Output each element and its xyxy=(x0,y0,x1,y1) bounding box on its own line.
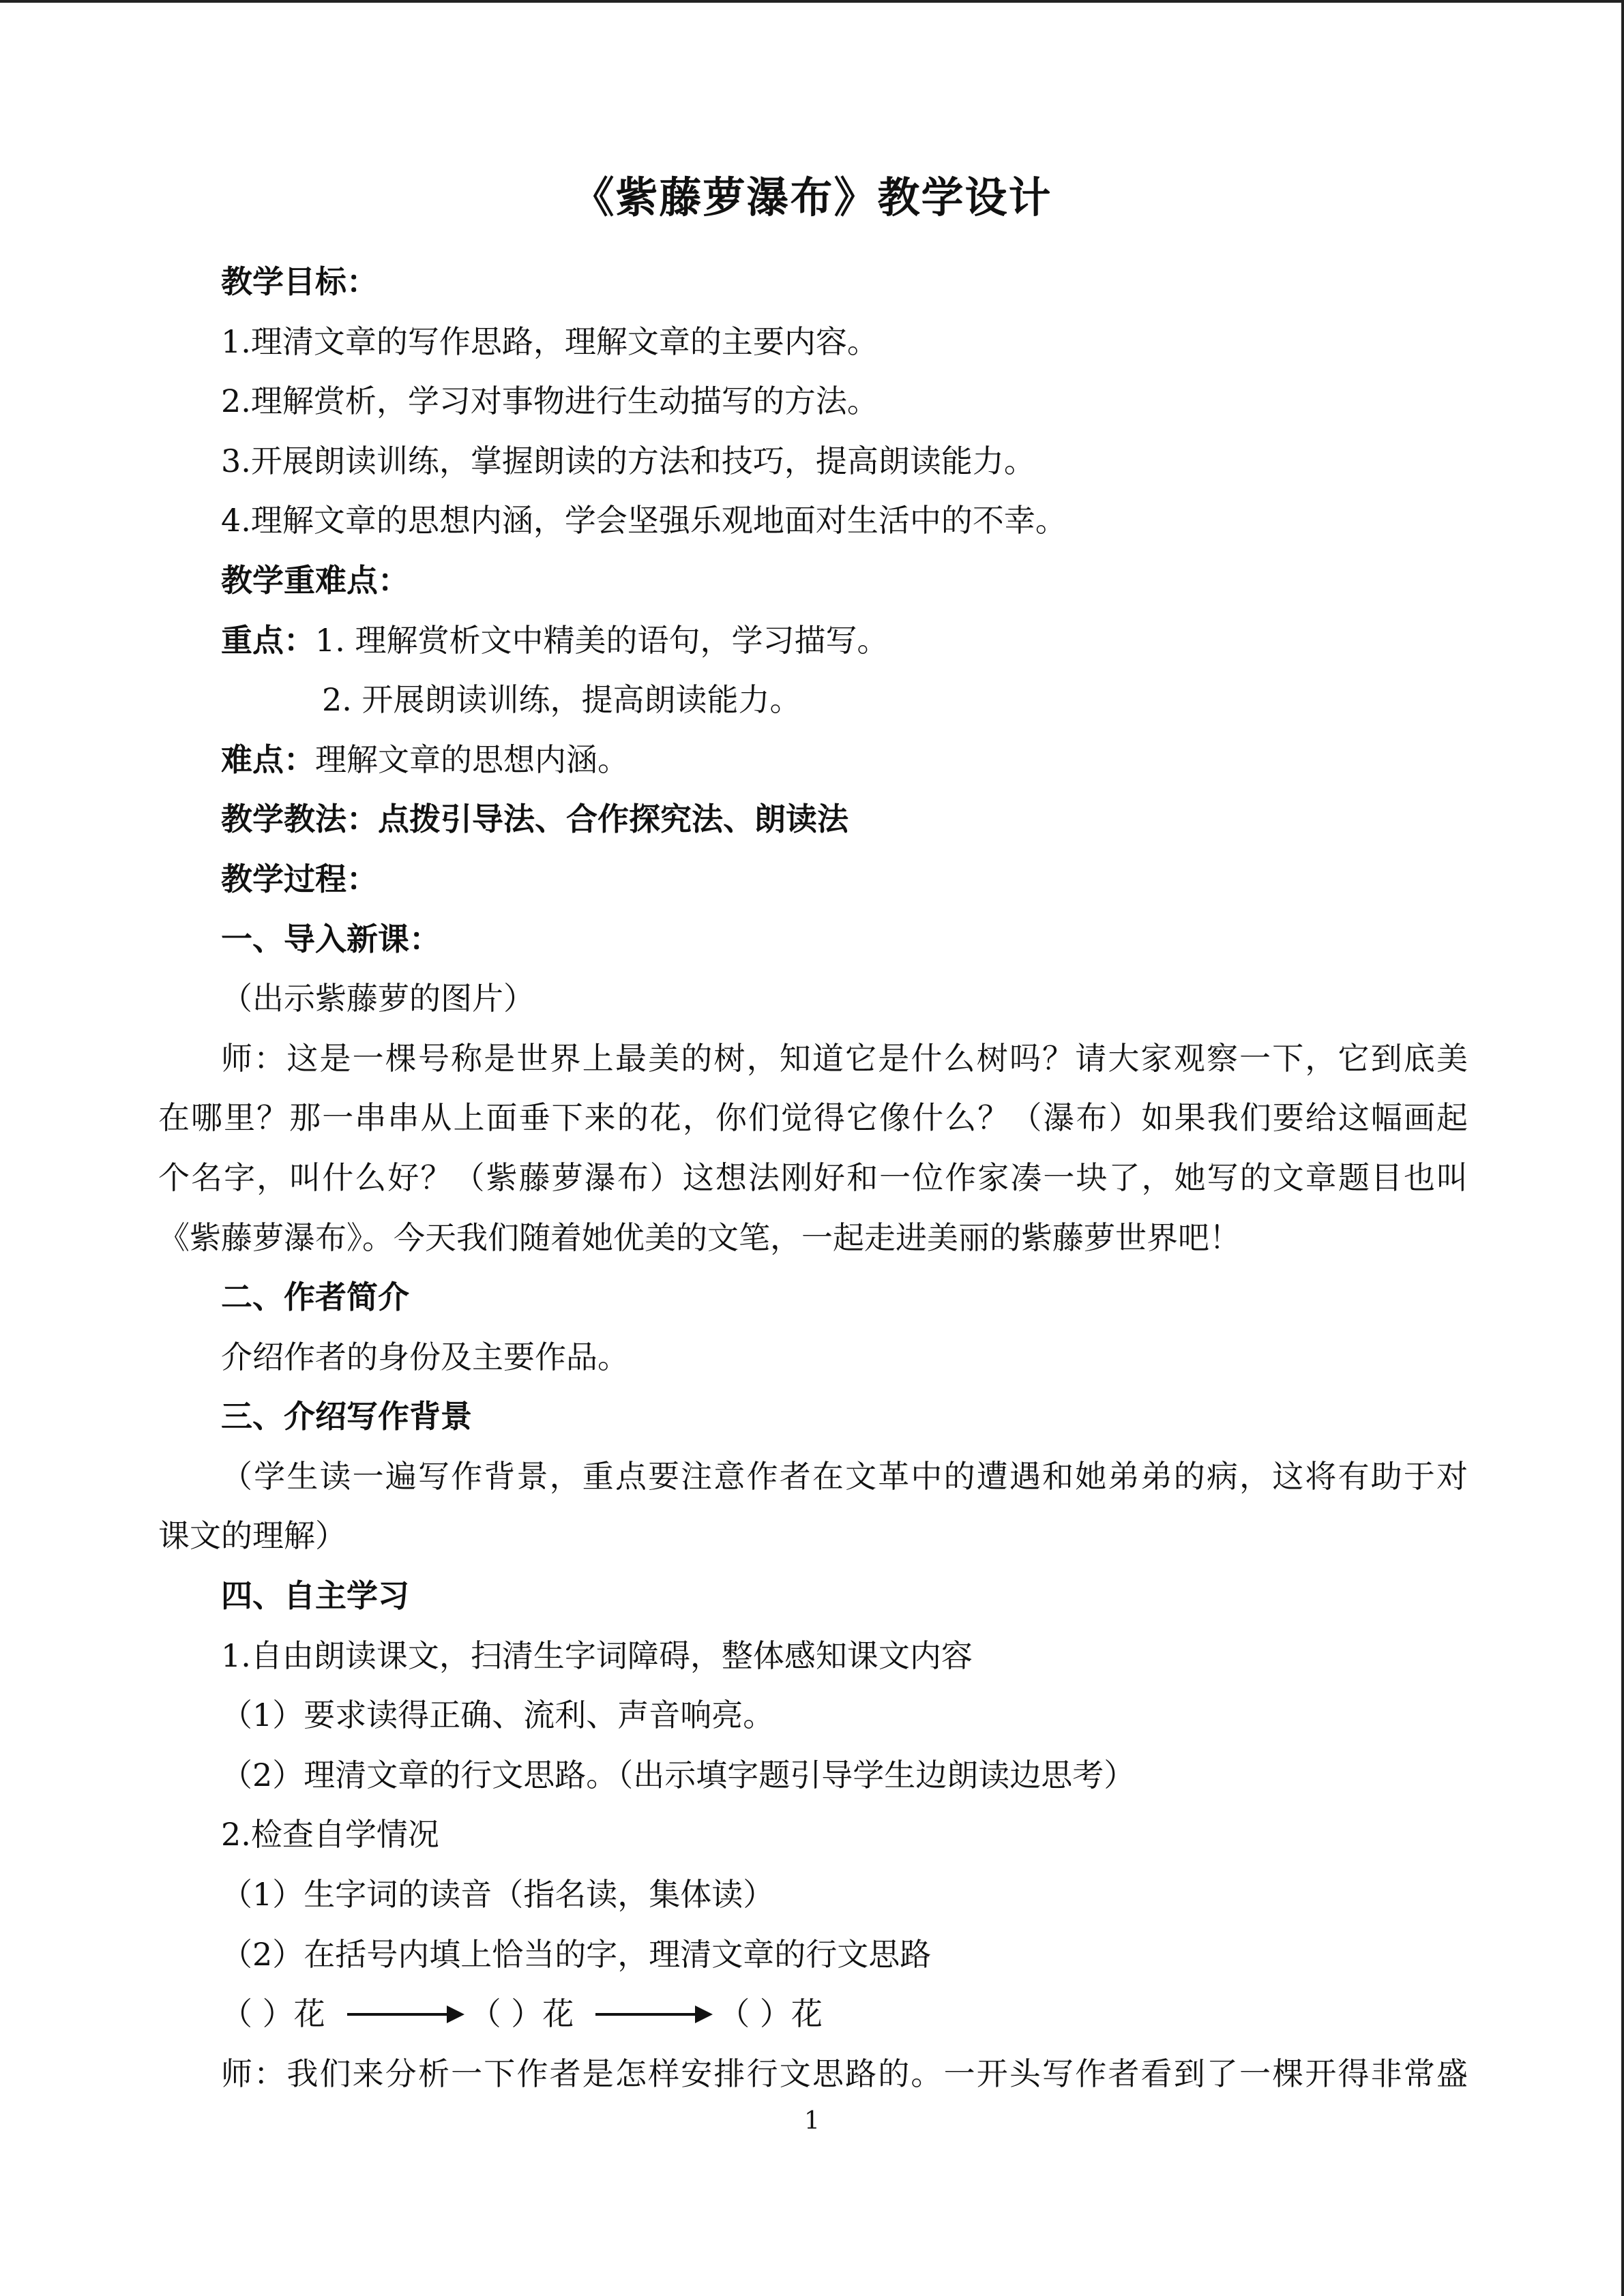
right-arrow-icon xyxy=(347,2013,462,2016)
document-title: 《紫藤萝瀑布》教学设计 xyxy=(572,173,1052,222)
study-subitem: （1）要求读得正确、流利、声音响亮。 xyxy=(221,1697,775,1734)
flow-blank-2: （ ）花 xyxy=(469,1995,574,2033)
difficult-point-line xyxy=(158,730,1468,790)
paragraph-line: 《紫藤萝瀑布》。今天我们随着她优美的文笔，一起走进美丽的紫藤萝世界吧！ xyxy=(158,1219,1241,1256)
section1-heading: 一、导入新课： xyxy=(221,920,441,957)
key-point-line xyxy=(158,611,1468,671)
paragraph-line: 师：我们来分析一下作者是怎样安排行文思路的。一开头写作者看到了一棵开得非常盛 xyxy=(221,2055,1468,2092)
page-number: 1 xyxy=(804,2107,820,2135)
paragraph-line: 个名字，叫什么好？（紫藤萝瀑布）这想法刚好和一位作家凑一块了，她写的文章题目也叫 xyxy=(158,1159,1468,1196)
section3-heading: 三、介绍写作背景 xyxy=(221,1398,472,1435)
flow-blank-1: （ ）花 xyxy=(221,1995,325,2033)
teaching-methods: 教学教法：点拨引导法、合作探究法、朗读法 xyxy=(221,801,848,838)
study-subitem: （1）生字词的读音（指名读，集体读） xyxy=(221,1876,775,1913)
difficult-text: 理解文章的思想内涵。 xyxy=(315,741,629,778)
key-point-1: 1. 理解赏析文中精美的语句，学习描写。 xyxy=(315,621,889,659)
paragraph-line: 在哪里？那一串串从上面垂下来的花，你们觉得它像什么？（瀑布）如果我们要给这幅画起 xyxy=(158,1099,1468,1137)
paragraph-line: 师：这是一棵号称是世界上最美的树，知道它是什么树吗？请大家观察一下，它到底美 xyxy=(221,1039,1468,1077)
flow-diagram xyxy=(158,1984,1468,2044)
objective-item: 3.开展朗读训练，掌握朗读的方法和技巧，提高朗读能力。 xyxy=(221,442,1035,479)
key-points-heading: 教学重难点： xyxy=(221,561,409,599)
flow-blank-3: （ ）花 xyxy=(718,1995,823,2033)
key-label: 重点： xyxy=(221,621,315,659)
paragraph-line: 课文的理解） xyxy=(158,1517,346,1555)
objective-item: 2.理解赏析，学习对事物进行生动描写的方法。 xyxy=(221,383,879,420)
key-point-2: 2. 开展朗读训练，提高朗读能力。 xyxy=(322,681,801,719)
objective-item: 1.理清文章的写作思路，理解文章的主要内容。 xyxy=(221,323,879,360)
study-item: 2.检查自学情况 xyxy=(221,1816,439,1853)
section2-text: 介绍作者的身份及主要作品。 xyxy=(221,1338,629,1375)
paragraph-line: （学生读一遍写作背景，重点要注意作者在文革中的遭遇和她弟弟的病，这将有助于对 xyxy=(221,1457,1468,1495)
study-subitem: （2）理清文章的行文思路。（出示填字题引导学生边朗读边思考） xyxy=(221,1756,1136,1793)
process-heading: 教学过程： xyxy=(221,860,378,897)
page-border-top xyxy=(0,0,1624,3)
section2-heading: 二、作者简介 xyxy=(221,1279,409,1316)
section1-note: （出示紫藤萝的图片） xyxy=(221,980,535,1017)
objectives-heading: 教学目标： xyxy=(221,263,378,300)
section4-heading: 四、自主学习 xyxy=(221,1577,409,1615)
study-item: 1.自由朗读课文，扫清生字词障碍，整体感知课文内容 xyxy=(221,1637,973,1674)
difficult-label: 难点： xyxy=(221,741,315,778)
page-border-right xyxy=(1621,0,1624,2296)
objective-item: 4.理解文章的思想内涵，学会坚强乐观地面对生活中的不幸。 xyxy=(221,502,1067,539)
right-arrow-icon xyxy=(595,2013,710,2016)
document-body xyxy=(158,252,1468,2104)
study-subitem: （2）在括号内填上恰当的字，理清文章的行文思路 xyxy=(221,1935,932,1973)
